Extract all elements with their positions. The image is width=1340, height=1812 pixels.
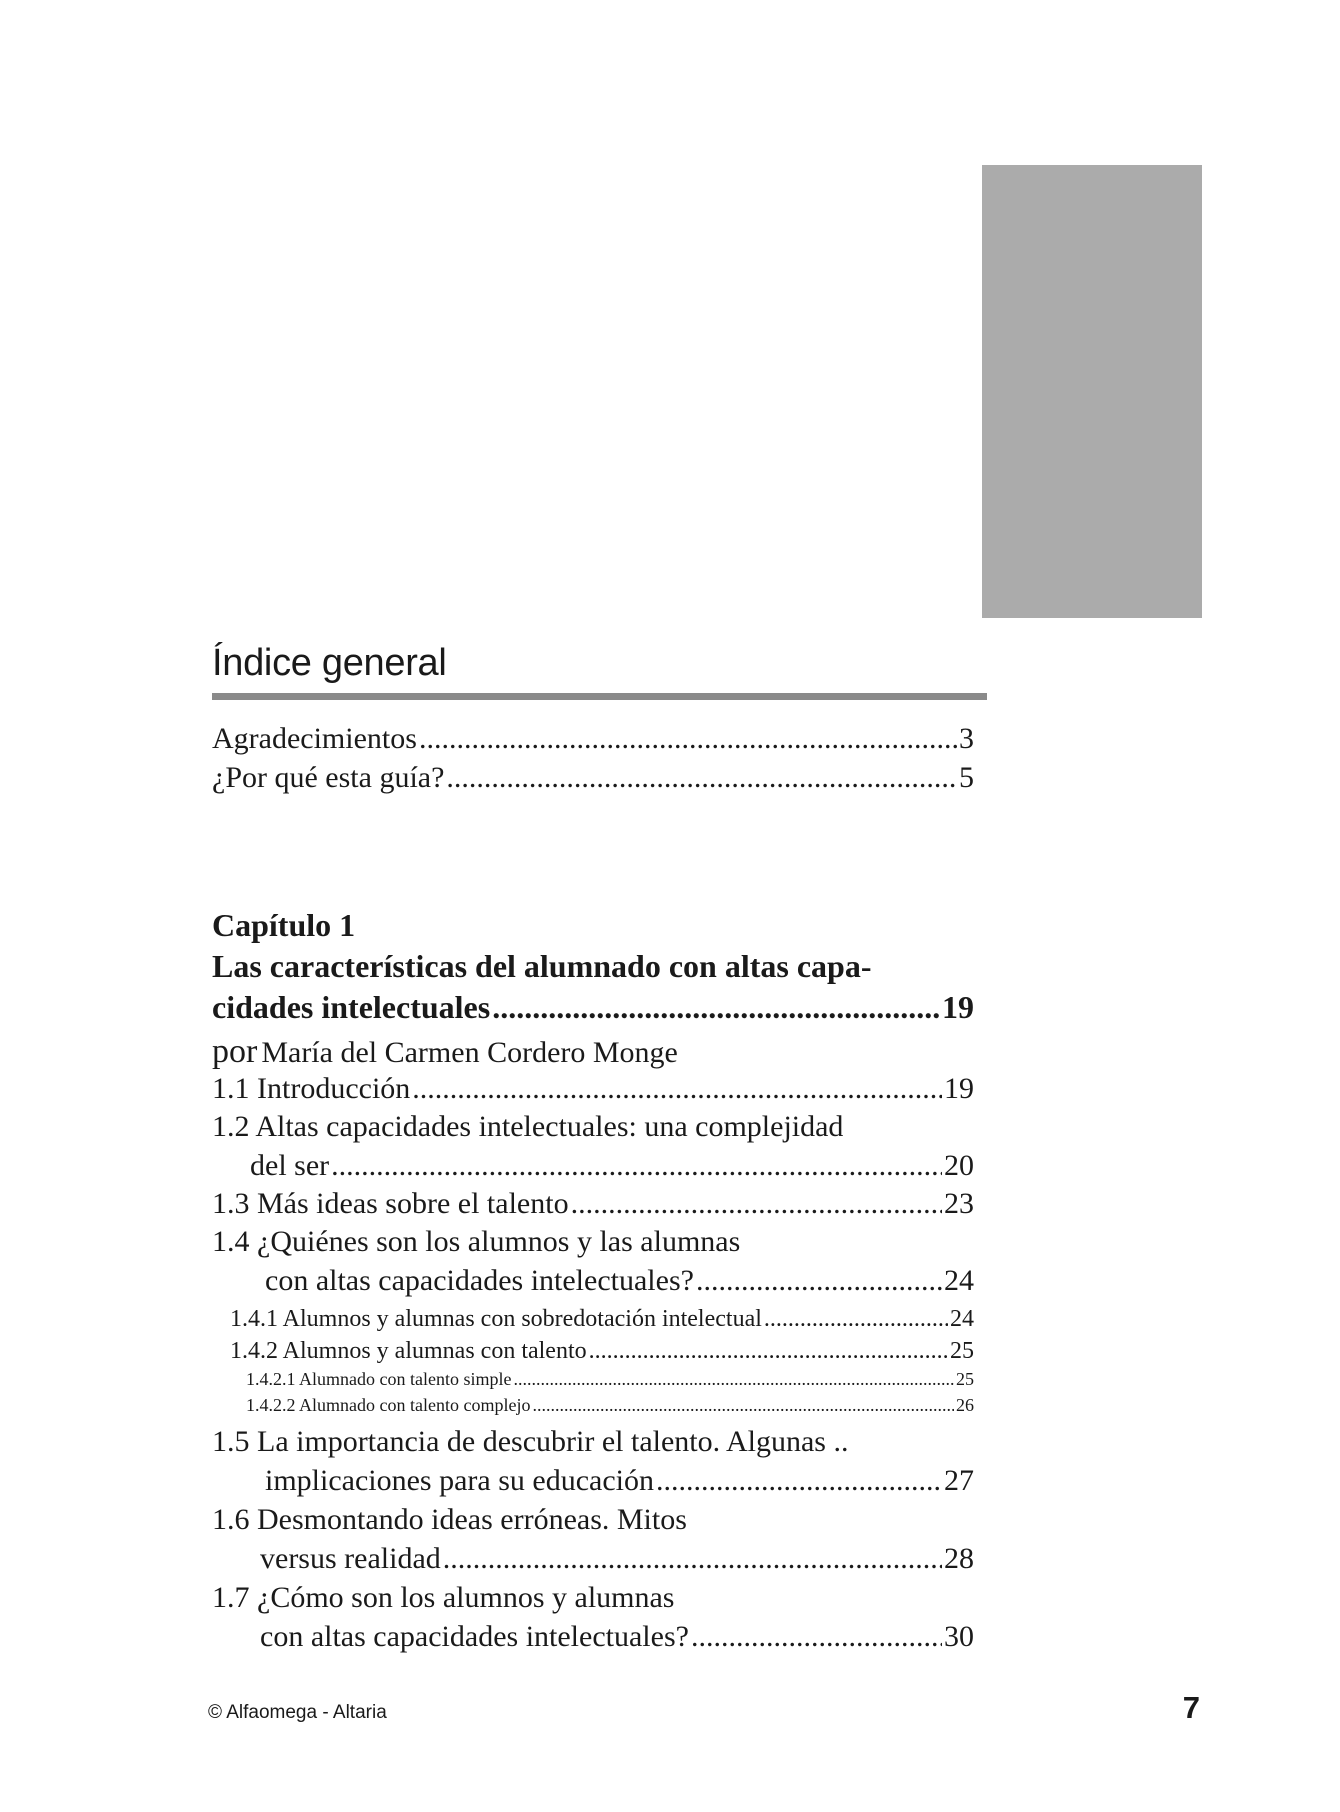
toc-entry-title: 1.3 Más ideas sobre el talento: [212, 1187, 569, 1220]
chapter-author: [212, 1033, 678, 1071]
author-prefix: por: [212, 1033, 258, 1070]
toc-entry-page: 20: [944, 1149, 974, 1182]
toc-entry-title: 1.4.2.1 Alumnado con talento simple: [246, 1369, 512, 1389]
toc-entry-page: 27: [944, 1464, 974, 1497]
page-title: Índice general: [212, 642, 447, 684]
toc-entry-page: 19: [944, 1072, 974, 1105]
toc-entry-1-1[interactable]: [212, 1072, 974, 1106]
toc-entry-page: 26: [956, 1395, 974, 1415]
dot-leader: [691, 1620, 942, 1654]
toc-entry-1-5-line1: 1.5 La importancia de descubrir el talento. Algunas ..: [212, 1425, 849, 1458]
chapter-title-line2: cidades intelectuales: [212, 989, 491, 1025]
toc-entry-title: ¿Por qué esta guía?: [212, 761, 445, 794]
dot-leader: [446, 761, 957, 795]
toc-entry-1-6[interactable]: [260, 1542, 974, 1576]
toc-entry-1-4-2-2[interactable]: [246, 1395, 974, 1416]
toc-entry-1-4-line1: 1.4 ¿Quiénes son los alumnos y las alumnas: [212, 1225, 741, 1258]
chapter-tab-block: [982, 165, 1202, 618]
toc-entry-title: 1.4.2.2 Alumnado con talento complejo: [246, 1395, 531, 1415]
toc-entry-title: del ser: [250, 1149, 330, 1182]
toc-entry-por-que[interactable]: [212, 761, 974, 795]
chapter-label: Capítulo 1: [212, 907, 356, 943]
toc-entry-title: con altas capacidades intelectuales?: [260, 1620, 689, 1653]
toc-entry-title: 1.1 Introducción: [212, 1072, 411, 1105]
toc-entry-page: 25: [956, 1369, 974, 1389]
toc-entry-1-2-line1: 1.2 Altas capacidades intelectuales: una complejidad: [212, 1110, 844, 1143]
dot-leader: [764, 1306, 948, 1333]
dot-leader: [443, 1542, 942, 1576]
toc-entry-1-3[interactable]: [212, 1187, 974, 1221]
toc-entry-page: 5: [959, 761, 974, 794]
toc-entry-1-6-line1: 1.6 Desmontando ideas erróneas. Mitos: [212, 1503, 687, 1536]
toc-entry-1-2[interactable]: [250, 1149, 974, 1183]
chapter-title-entry[interactable]: [212, 989, 974, 1026]
dot-leader: [656, 1464, 942, 1498]
toc-entry-title: implicaciones para su educación: [265, 1464, 655, 1497]
toc-entry-1-4-1[interactable]: [230, 1306, 974, 1333]
dot-leader: [513, 1369, 954, 1390]
toc-entry-title: con altas capacidades intelectuales?: [265, 1264, 694, 1297]
author-name: María del Carmen Cordero Monge: [261, 1036, 678, 1069]
toc-entry-1-5[interactable]: [265, 1464, 974, 1498]
chapter-title-page: 19: [942, 989, 974, 1025]
footer-copyright: © Alfaomega - Altaria: [208, 1702, 387, 1723]
dot-leader: [696, 1264, 942, 1298]
toc-entry-page: 3: [959, 722, 974, 755]
title-divider: [212, 693, 987, 700]
toc-entry-1-4-2[interactable]: [230, 1338, 974, 1365]
chapter-title-line1: Las características del alumnado con altas capa-: [212, 948, 872, 984]
dot-leader: [412, 1072, 942, 1106]
toc-entry-page: 30: [944, 1620, 974, 1653]
toc-entry-title: 1.4.2 Alumnos y alumnas con talento: [230, 1338, 587, 1364]
toc-entry-title: versus realidad: [260, 1542, 441, 1575]
toc-entry-1-7[interactable]: [260, 1620, 974, 1654]
dot-leader: [492, 989, 940, 1026]
toc-entry-page: 23: [944, 1187, 974, 1220]
dot-leader: [589, 1338, 948, 1365]
toc-entry-agradecimientos[interactable]: [212, 722, 974, 756]
toc-entry-page: 24: [944, 1264, 974, 1297]
dot-leader: [532, 1395, 954, 1416]
toc-entry-title: 1.4.1 Alumnos y alumnas con sobredotación intelectual: [230, 1306, 762, 1332]
dot-leader: [331, 1149, 942, 1183]
page-number: 7: [1182, 1690, 1200, 1725]
toc-entry-page: 28: [944, 1542, 974, 1575]
dot-leader: [419, 722, 957, 756]
toc-entry-page: 25: [950, 1338, 974, 1364]
toc-entry-1-4-2-1[interactable]: [246, 1369, 974, 1390]
toc-entry-1-4[interactable]: [265, 1264, 974, 1298]
toc-entry-title: Agradecimientos: [212, 722, 417, 755]
toc-entry-1-7-line1: 1.7 ¿Cómo son los alumnos y alumnas: [212, 1581, 675, 1614]
dot-leader: [571, 1187, 942, 1221]
toc-entry-page: 24: [950, 1306, 974, 1332]
